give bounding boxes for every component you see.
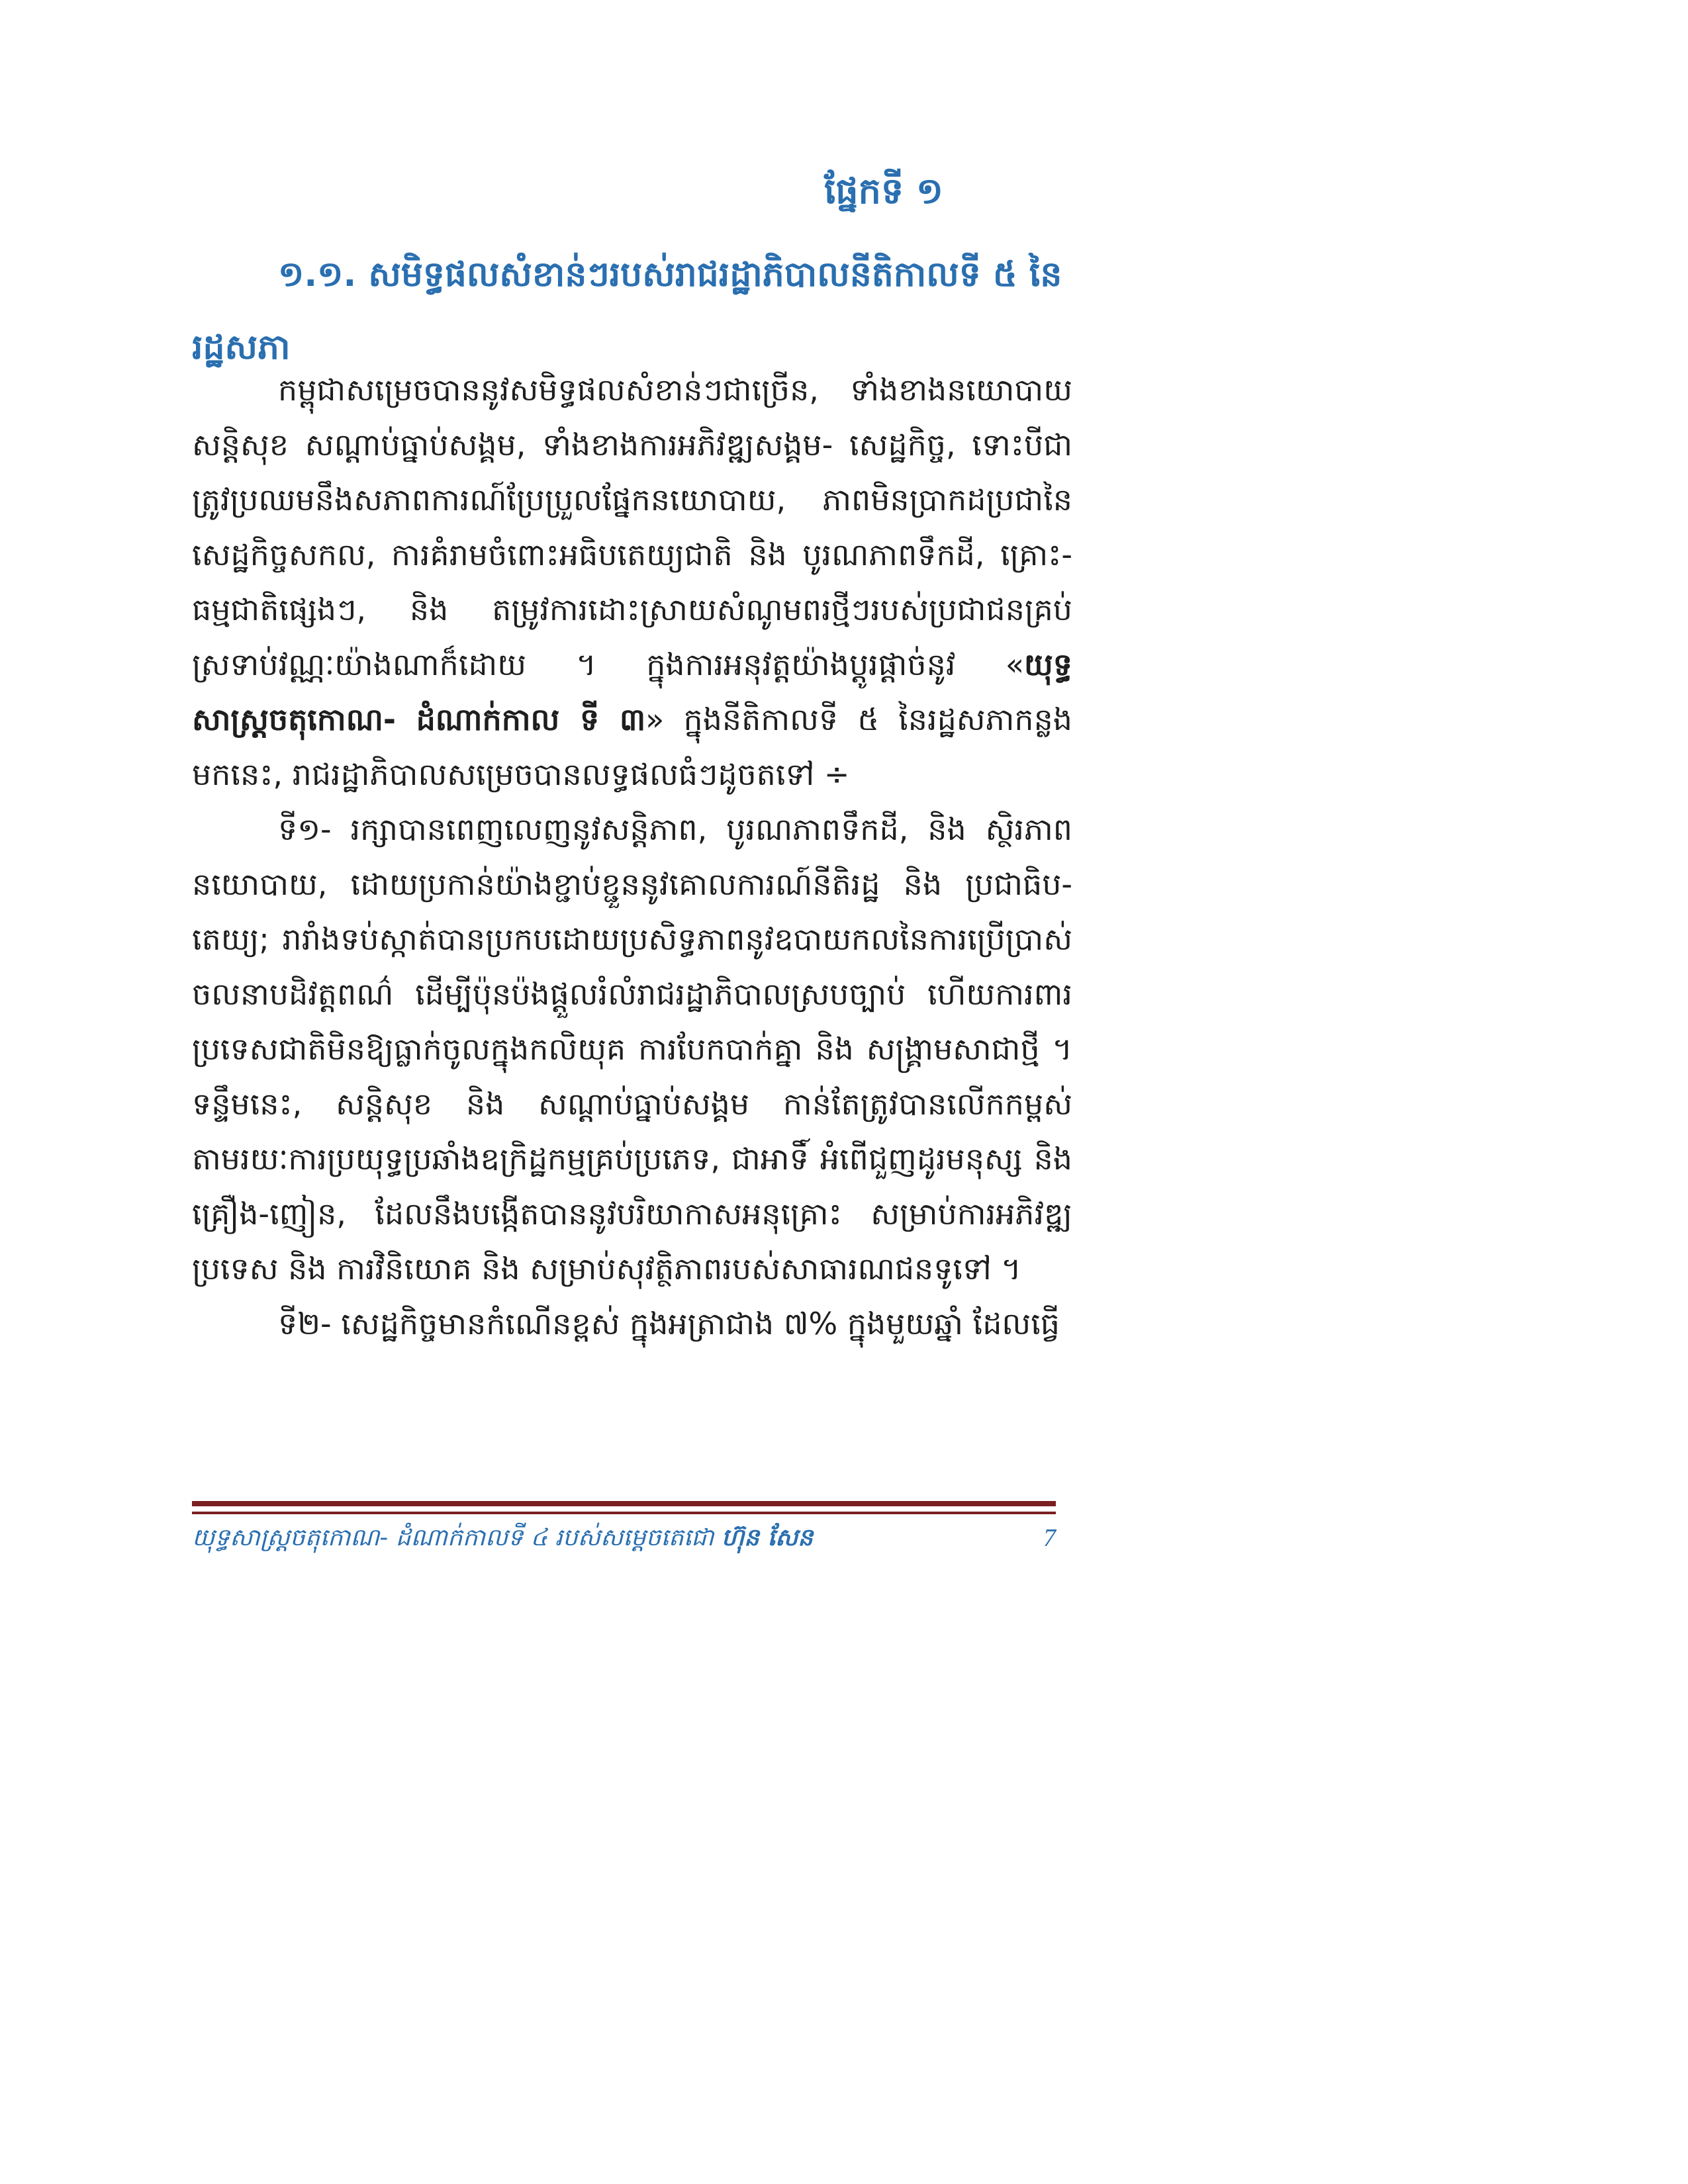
footer-rule-thin bbox=[192, 1512, 1056, 1514]
footer-rule-thick bbox=[192, 1501, 1056, 1506]
paragraph-intro-text-2: » ក្នុងនីតិកាលទី ៥ នៃរដ្ឋសភាកន្លងមកនេះ, រាជរដ្ឋាភិបាលសម្រេចបានលទ្ធផលធំៗដូចតទៅ ÷ bbox=[192, 702, 1072, 792]
footer-author: ហ៊ុន សែន bbox=[721, 1524, 814, 1551]
page-heading: ផ្នែកទី ១ bbox=[824, 170, 943, 212]
paragraph-point-1: ទី១- រក្សាបានពេញលេញនូវសន្តិភាព, បូរណភាពទឹកដី, និង ស្ថិរភាពនយោបាយ, ដោយប្រកាន់យ៉ាងខ្ជាប់ខ្ជួននូវគោលការណ៍នីតិរដ្ឋ និង ប្រជាធិប-តេយ្យ; រារាំងទប់ស្កាត់បានប្រកបដោយប្រសិទ្ធភាពនូវឧបាយកលនៃការប្រើប្រាស់ចលនាបដិវត្តពណ៌ ដើម្បីប៉ុនប៉ងផ្ដួលរំលំរាជរដ្ឋាភិបាលស្របច្បាប់ ហើយការពារប្រទេសជាតិមិនឱ្យធ្លាក់ចូលក្នុងកលិយុគ ការបែកបាក់គ្នា និង សង្គ្រាមសាជាថ្មី ។ ទន្ទឹមនេះ, សន្តិសុខ និង សណ្តាប់ធ្នាប់សង្គម កាន់តែត្រូវបានលើកកម្ពស់ តាមរយៈការប្រយុទ្ធប្រឆាំងឧក្រិដ្ឋកម្មគ្រប់ប្រភេទ, ជាអាទិ៍ អំពើជួញដូរមនុស្ស និង គ្រឿង-ញៀន, ដែលនឹងបង្កើតបាននូវបរិយាកាសអនុគ្រោះ សម្រាប់ការអភិវឌ្ឍប្រទេស និង ការវិនិយោគ និង សម្រាប់សុវត្ថិភាពរបស់សាធារណជនទូទៅ ។ bbox=[192, 811, 1072, 1287]
paragraph-point-2: ទី២- សេដ្ឋកិច្ចមានកំណើនខ្ពស់ ក្នុងអត្រាជាង ៧% ក្នុងមួយឆ្នាំ ដែលធ្វើ bbox=[278, 1306, 1060, 1342]
footer-title bbox=[192, 1522, 813, 1557]
paragraph-intro bbox=[192, 363, 1072, 802]
section-title: ១.១. សមិទ្ធផលសំខាន់ៗរបស់រាជរដ្ឋាភិបាលនីតិកាលទី ៥ នៃរដ្ឋសភា bbox=[192, 255, 1062, 367]
paragraph-intro-text-1: កម្ពុជាសម្រេចបាននូវសមិទ្ធផលសំខាន់ៗជាច្រើន, ទាំងខាងនយោបាយ សន្តិសុខ សណ្តាប់ធ្នាប់សង្គម, ទាំងខាងការអភិវឌ្ឍសង្គម- សេដ្ឋកិច្ច, ទោះបីជាត្រូវប្រឈមនឹងសភាពការណ៍ប្រែប្រួលផ្នែកនយោបាយ, ភាពមិនប្រាកដប្រជានៃសេដ្ឋកិច្ចសកល, ការគំរាមចំពោះអធិបតេយ្យជាតិ និង បូរណភាពទឹកដី, គ្រោះ-ធម្មជាតិផ្សេងៗ, និង តម្រូវការដោះស្រាយសំណូមពរថ្មីៗរបស់ប្រជាជនគ្រប់ស្រទាប់វណ្ណៈយ៉ាងណាក៏ដោយ ។ ក្នុងការអនុវត្តយ៉ាងប្ដូរផ្ដាច់នូវ « bbox=[192, 372, 1072, 682]
page-number: 7 bbox=[1043, 1524, 1056, 1552]
footer-book-title: យុទ្ធសាស្ត្រចតុកោណ- ដំណាក់កាលទី ៤ របស់សម្តេចតេជោ bbox=[192, 1524, 714, 1551]
body-text bbox=[192, 363, 1072, 1351]
strategy-emphasis: យុទ្ធសាស្ត្រចតុកោណ- ដំណាក់កាល ទី ៣ bbox=[192, 647, 1072, 737]
